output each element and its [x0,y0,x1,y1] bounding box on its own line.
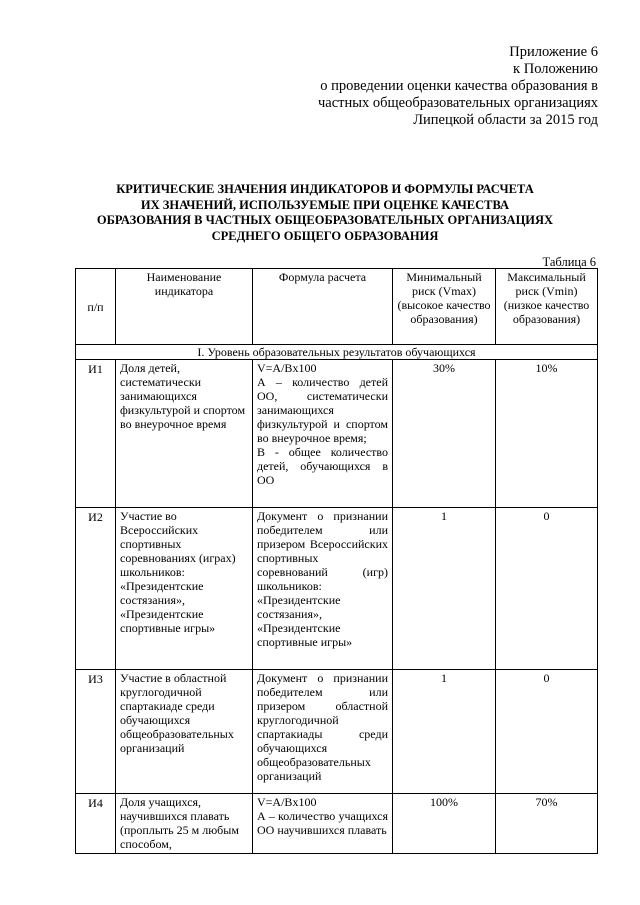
title-line: КРИТИЧЕСКИЕ ЗНАЧЕНИЯ ИНДИКАТОРОВ И ФОРМУЛЫ РАСЧЕТА [116,182,534,196]
table-row [76,508,598,670]
row-num: И2 [76,508,116,670]
formula-line: А – количество детей ОО, систематически занимающихся физкультурой и спортом во внеурочное время; [257,375,388,445]
formula-line: Документ о признании победителем или призером Всероссийских спортивных соревнований (игр) школьников: «Президентские состязания», «Президентские спортивные игры» [257,509,388,649]
row-max-risk: 70% [496,794,598,854]
appendix-line: Приложение 6 [509,44,598,60]
row-formula [253,794,393,854]
row-formula [253,360,393,508]
row-formula [253,670,393,794]
formula-line: Документ о признании победителем или призером областной круглогодичной спартакиады среди обучающихся общеобразовательных организаций [257,671,388,783]
section-row [76,345,598,360]
appendix-note [268,44,598,129]
row-max-risk: 0 [496,508,598,670]
header-formula: Формула расчета [253,269,393,345]
row-min-risk: 30% [393,360,496,508]
row-max-risk: 0 [496,670,598,794]
appendix-line: Липецкой области за 2015 год [413,112,598,128]
row-formula [253,508,393,670]
row-name: Участие во Всероссийских спортивных соревнованиях (играх) школьников: «Президентские состязания», «Президентские спортивные игры» [116,508,253,670]
table-row [76,670,598,794]
row-num: И3 [76,670,116,794]
title-line: ОБРАЗОВАНИЯ В ЧАСТНЫХ ОБЩЕОБРАЗОВАТЕЛЬНЫХ ОРГАНИЗАЦИЯХ [96,213,554,227]
header-num: п/п [76,269,116,345]
formula-line: А – количество учащихся ОО научившихся плавать [257,809,388,837]
title-line: СРЕДНЕГО ОБЩЕГО ОБРАЗОВАНИЯ [211,228,439,243]
header-name: Наименование индикатора [116,269,253,345]
title-line: ИХ ЗНАЧЕНИЙ, ИСПОЛЬЗУЕМЫЕ ПРИ ОЦЕНКЕ КАЧЕСТВА [140,197,510,212]
table-row [76,360,598,508]
table-caption: Таблица 6 [542,255,596,269]
row-num: И1 [76,360,116,508]
appendix-line: к Положению [513,61,598,77]
section-title: I. Уровень образовательных результатов обучающихся [76,345,598,360]
row-name: Доля учащихся, научившихся плавать (проплыть 25 м любым способом, [116,794,253,854]
row-name: Участие в областной круглогодичной спартакиаде среди обучающихся общеобразовательных организаций [116,670,253,794]
appendix-line: о проведении оценки качества образования в [320,78,598,94]
header-max-risk: Максимальный риск (Vmin) (низкое качество образования) [496,269,598,345]
formula-line: V=A/Bx100 [257,361,317,375]
table-header-row [76,269,598,345]
row-num: И4 [76,794,116,854]
appendix-line: частных общеобразовательных организациях [317,95,598,111]
row-max-risk: 10% [496,360,598,508]
header-min-risk: Минимальный риск (Vmax) (высокое качество образования) [393,269,496,345]
row-min-risk: 1 [393,670,496,794]
table-row [76,794,598,854]
row-min-risk: 1 [393,508,496,670]
row-min-risk: 100% [393,794,496,854]
formula-line: V=A/Bx100 [257,795,317,809]
document-title [60,182,590,244]
formula-line: В - общее количество детей, обучающихся в ОО [257,445,388,487]
indicators-table [75,268,598,854]
row-name: Доля детей, систематически занимающихся физкультурой и спортом во внеурочное время [116,360,253,508]
